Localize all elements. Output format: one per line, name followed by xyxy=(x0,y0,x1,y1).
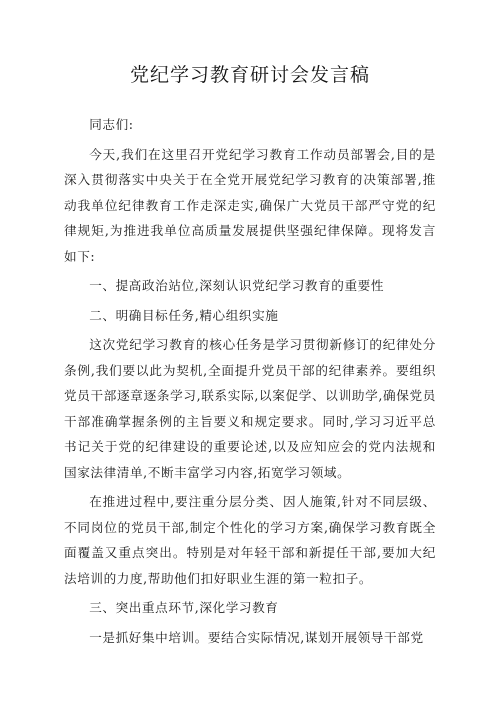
document-body xyxy=(64,112,436,654)
section-heading: 二、明确目标任务,精心组织实施 xyxy=(89,307,279,323)
paragraph: 今天,我们在这里召开党纪学习教育工作动员部署会,目的是深入贯彻落实中央关于在全党开展党纪学习教育的决策部署,推动我单位纪律教育工作走深走实,确保广大党员干部严守党的纪律规矩,为推进我单位高质量发展提供坚强纪律保障。现将发言如下: xyxy=(64,146,436,264)
paragraph: 一是抓好集中培训。要结合实际情况,谋划开展领导干部党 xyxy=(89,629,424,645)
section-heading: 一、提高政治站位,深刻认识党纪学习教育的重要性 xyxy=(89,278,385,293)
section-heading: 三、突出重点环节,深化学习教育 xyxy=(89,600,279,615)
paragraph: 这次党纪学习教育的核心任务是学习贯彻新修订的纪律处分条例,我们要以此为契机,全面提升党员干部的纪律素养。要组织党员干部逐章逐条学习,联系实际,以案促学、以训助学,确保党员干部准确掌握条例的主旨要义和规定要求。同时,学习习近平总书记关于党的纪律建设的重要论述,以及应知应会的党内法规和国家法律清单,不断丰富学习内容,拓宽学习领域。 xyxy=(64,337,436,480)
salutation: 同志们: xyxy=(89,117,134,132)
page-title: 党纪学习教育研讨会发言稿 xyxy=(129,64,370,86)
paragraph: 在推进过程中,要注重分层分类、因人施策,针对不同层级、不同岗位的党员干部,制定个性化的学习方案,确保学习教育既全面覆盖又重点突出。特别是对年轻干部和新提任干部,要加大纪法培训的力度,帮助他们扣好职业生涯的第一粒扣子。 xyxy=(64,494,436,586)
